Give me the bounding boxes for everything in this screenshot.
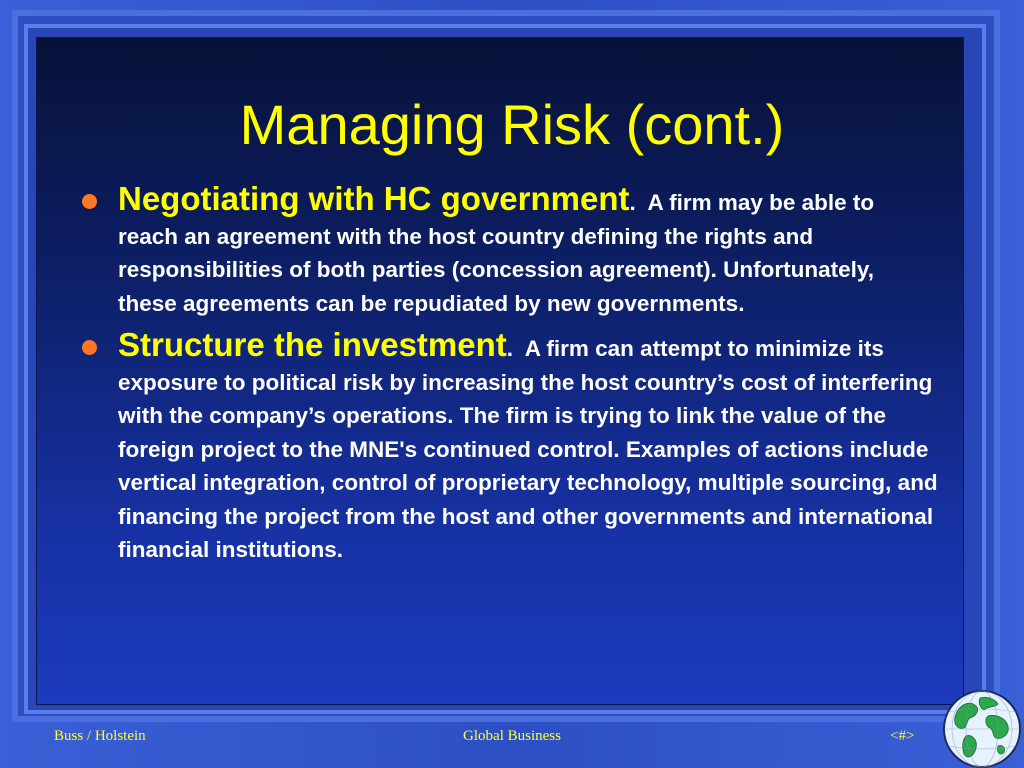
bullet-item [78, 182, 938, 320]
slide-title: Managing Risk (cont.) [239, 93, 785, 156]
globe-icon [936, 684, 1024, 768]
bullet-item [78, 328, 938, 567]
footer-course: Global Business [463, 728, 561, 744]
footer-slide-number: <#> [890, 728, 915, 744]
bullet-lead-period: . [506, 336, 514, 361]
bullet-lead-period: . [629, 190, 636, 215]
bullet-body: A firm can attempt to minimize its exposure to political risk by increasing the host country’s cost of interfering with the company’s operations. The firm is trying to link the value of the foreign project to the MNE's continued control. Examples of actions include vertical integration, control of proprietary technology, multiple sourcing, and financing the project from the host and other governments and international financial institutions. [118, 336, 938, 562]
bullet-dot-icon [82, 340, 97, 355]
footer-author: Buss / Holstein [54, 728, 146, 744]
bullet-lead: Structure the investment [118, 326, 507, 363]
bullet-body: A firm may be able to reach an agreement with the host country defining the rights and responsibilities of both parties (concession agreement). Unfortunately, these agreements can be repudiated by new governments. [118, 190, 875, 316]
bullet-lead: Negotiating with HC government [118, 180, 630, 217]
bullet-dot-icon [82, 194, 97, 209]
bullet-list [78, 182, 938, 575]
